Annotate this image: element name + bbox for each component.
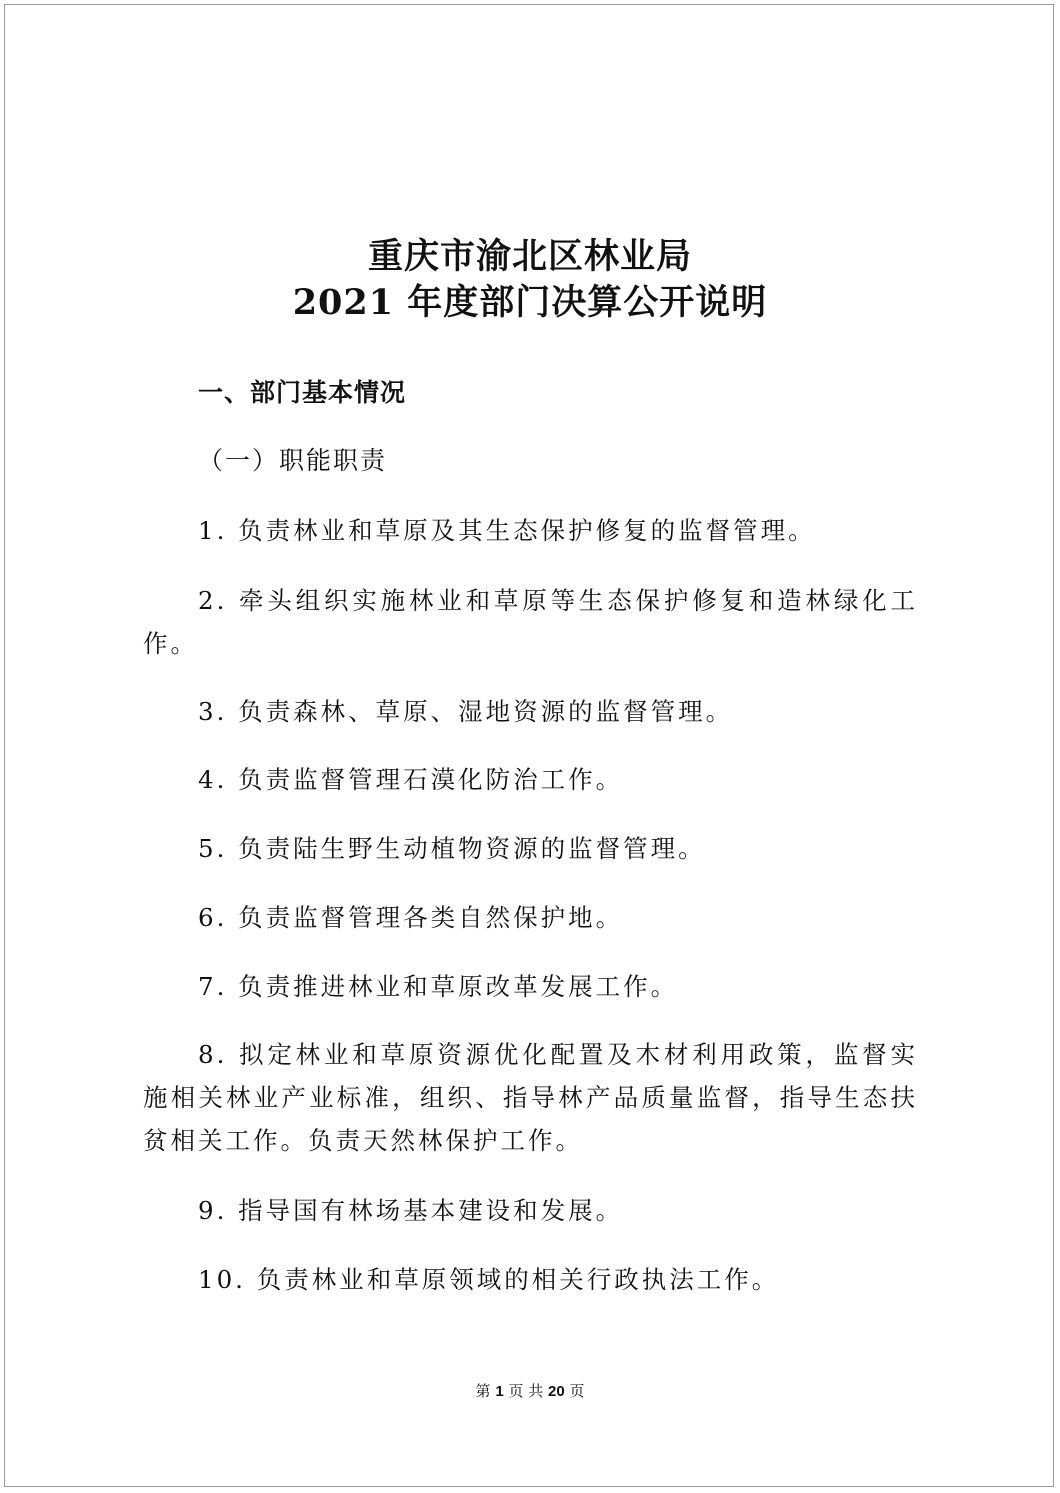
subsection-heading: （一）职能职责 — [198, 446, 388, 475]
document-title-line-1: 重庆市渝北区林业局 — [367, 236, 692, 277]
duty-item-8: 8. 拟定林业和草原资源优化配置及木材利用政策，监督实施相关林业产业标准，组织、指导林产品质量监督，指导生态扶贫相关工作。负责天然林保护工作。 — [143, 1040, 918, 1155]
duty-item-5: 5. 负责陆生野生动植物资源的监督管理。 — [198, 834, 706, 863]
duty-item-4: 4. 负责监督管理石漠化防治工作。 — [198, 765, 624, 794]
section-heading: 一、部门基本情况 — [198, 378, 407, 407]
document-title-line-2: 2021 年度部门决算公开说明 — [292, 282, 768, 323]
duty-item-2: 2. 牵头组织实施林业和草原等生态保护修复和造林绿化工作。 — [143, 586, 918, 658]
footer-current-page: 1 — [495, 1383, 504, 1400]
duty-item-9: 9. 指导国有林场基本建设和发展。 — [198, 1196, 624, 1225]
page-footer — [0, 1381, 1060, 1402]
footer-total-pages: 20 — [548, 1383, 565, 1400]
footer-suffix: 页 — [569, 1382, 585, 1400]
duty-item-6: 6. 负责监督管理各类自然保护地。 — [198, 903, 624, 932]
footer-middle: 页 共 — [508, 1382, 544, 1400]
duty-item-1: 1. 负责林业和草原及其生态保护修复的监督管理。 — [198, 516, 816, 545]
footer-prefix: 第 — [475, 1382, 491, 1400]
duty-item-7: 7. 负责推进林业和草原改革发展工作。 — [198, 972, 679, 1001]
duty-item-10: 10. 负责林业和草原领域的相关行政执法工作。 — [198, 1265, 780, 1294]
duty-item-3: 3. 负责森林、草原、湿地资源的监督管理。 — [198, 697, 734, 726]
